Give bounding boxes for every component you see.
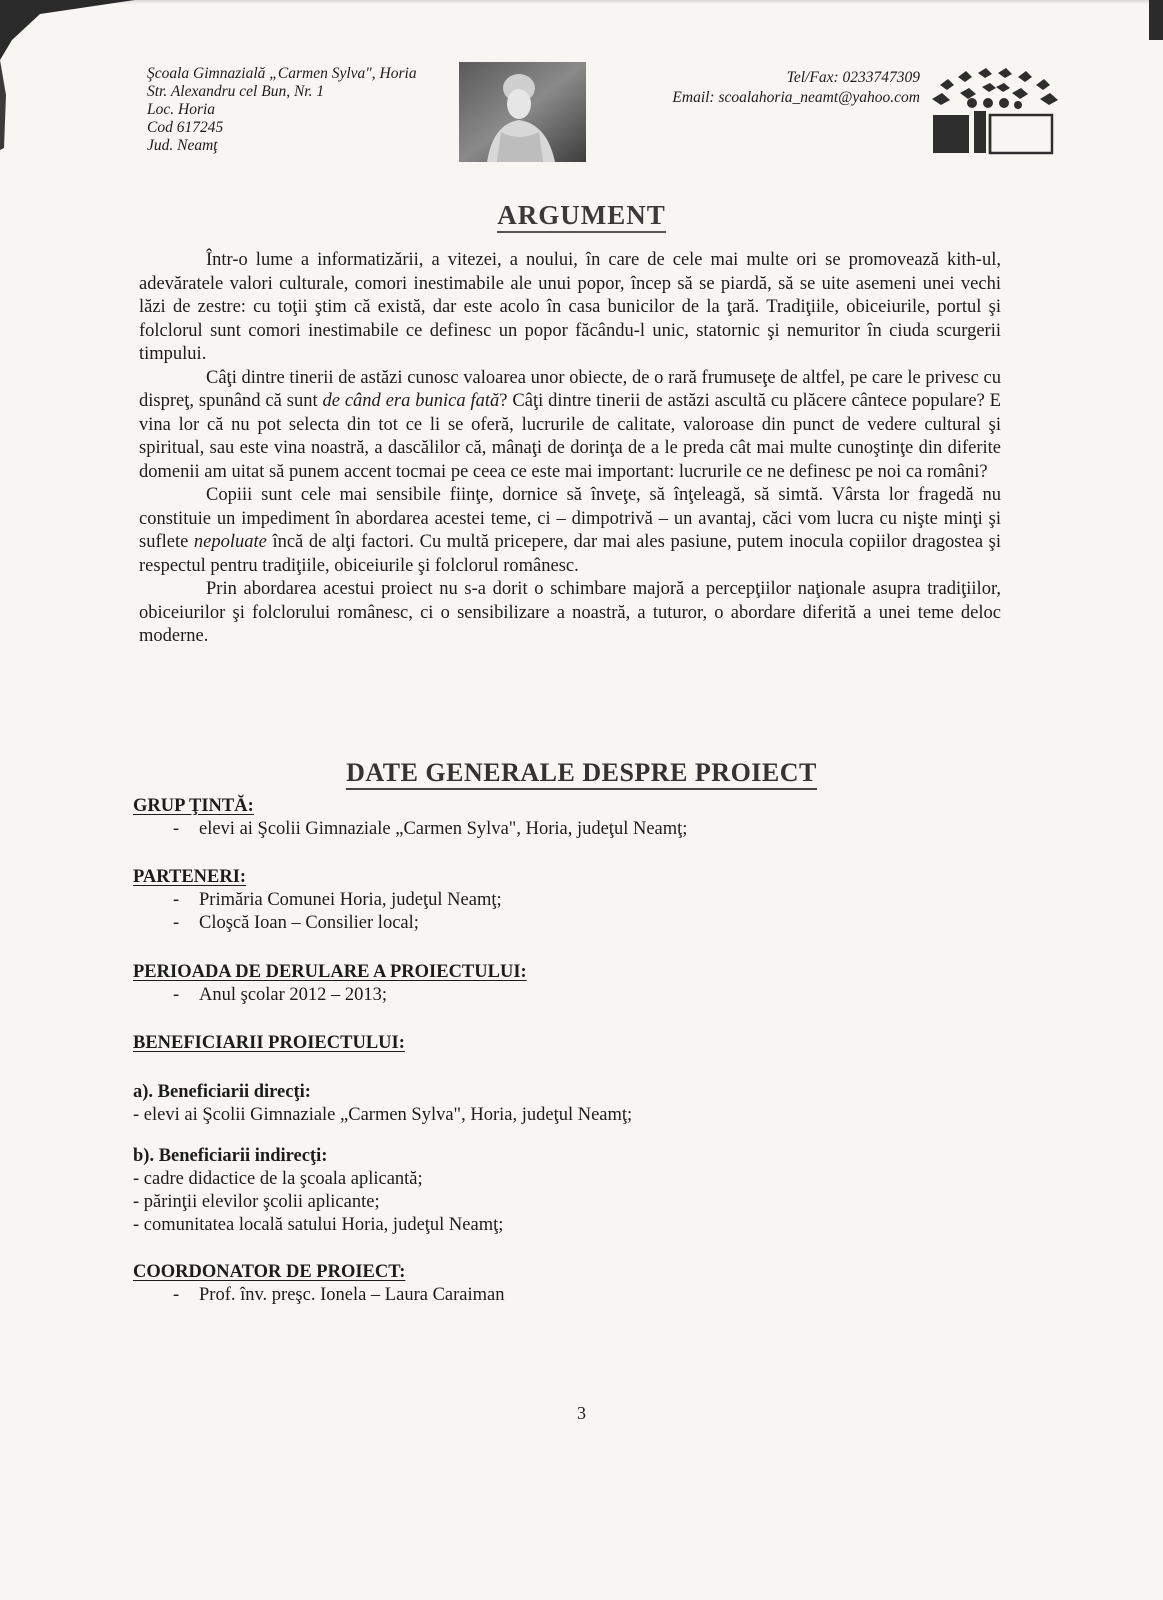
argument-body [139, 249, 1001, 649]
scan-edge [0, 0, 1163, 4]
coordinator-section [133, 1261, 504, 1307]
list-item: - Anul şcolar 2012 – 2013; [173, 985, 388, 1005]
beneficiaries-section [133, 1032, 405, 1055]
indirect-beneficiaries [133, 1145, 503, 1237]
portrait-photo [459, 62, 586, 162]
list-item: - elevi ai Şcolii Gimnaziale „Carmen Sylva", Horia, judeţul Neamţ; [133, 1105, 633, 1125]
email: Email: scoalahoria_neamt@yahoo.com [672, 89, 920, 106]
list-item: - cadre didactice de la şcoala aplicantă; [133, 1169, 423, 1189]
school-postal-code: Cod 617245 [147, 119, 224, 136]
school-street: Str. Alexandru cel Bun, Nr. 1 [147, 83, 325, 100]
list-item: - părinţii elevilor şcolii aplicante; [133, 1192, 380, 1212]
argument-paragraph-2: Câţi dintre tinerii de astăzi cunosc valoarea unor obiecte, de o rară frumuseţe de altfel, pe care le privesc cu dispreţ, spunând că sunt de când era bunica fată? Câţi dintre tinerii de astăzi ascultă cu plăcere cântece populare? E vina lor că nu pot selecta din tot ce li se oferă, lucrurile de calitate, valoroase din punct de vedere cultural şi spiritual, sau este vina noastră, a dascălilor că, mânaţi de dorinţa de a le preda cât mai multe cunoştinţe din diferite domenii am uitat să punem accent tocmai pe ceea ce este mai important: lucrurile ce ne definesc pe noi ca români? [139, 367, 1001, 482]
target-group-title: GRUP ŢINTĂ: [133, 796, 254, 816]
argument-heading: ARGUMENT [0, 200, 1163, 231]
period-section [133, 961, 527, 1007]
tel-fax: Tel/Fax: 0233747309 [786, 69, 920, 86]
school-logo-icon [930, 67, 1060, 167]
list-item: - Primăria Comunei Horia, judeţul Neamţ; [173, 890, 502, 910]
argument-paragraph-1: Într-o lume a informatizării, a vitezei, a noului, în care de cele mai multe ori se promovează kith-ul, adevăratele valori culturale, comori inestimabile ale unui popor, încep să se piardă, să se uite asemeni unei vechi lăzi de zestre: cu toţii ştim că există, dar este acolo în casa bunicilor de la ţară. Tradiţiile, obiceiurile, portul şi folclorul sunt comori inestimabile ce definesc un popor făcându-l unic, statornic şi nemuritor în ciuda scurgerii timpului. [139, 250, 1001, 364]
period-title: PERIOADA DE DERULARE A PROIECTULUI: [133, 962, 527, 982]
list-item: - Prof. înv. preşc. Ionela – Laura Caraiman [173, 1285, 505, 1305]
direct-beneficiaries [133, 1081, 632, 1127]
coordinator-title: COORDONATOR DE PROIECT: [133, 1262, 406, 1282]
partners-title: PARTENERI: [133, 867, 247, 887]
school-name: Şcoala Gimnazială „Carmen Sylva", Horia [147, 65, 417, 82]
scan-edge-right [1141, 0, 1163, 40]
scan-corner-shadow [0, 0, 140, 150]
school-locality: Loc. Horia [147, 101, 216, 118]
contact-info [600, 68, 920, 108]
direct-beneficiaries-title: a). Beneficiarii direcţi: [133, 1082, 311, 1102]
school-county: Jud. Neamţ [147, 137, 218, 154]
list-item: - elevi ai Şcolii Gimnaziale „Carmen Sylva", Horia, judeţul Neamţ; [173, 819, 688, 839]
list-item: - comunitatea locală satului Horia, judeţul Neamţ; [133, 1215, 504, 1235]
beneficiaries-title: BENEFICIARII PROIECTULUI: [133, 1033, 405, 1053]
page-number: 3 [577, 1403, 586, 1423]
list-item: - Cloşcă Ioan – Consilier local; [173, 913, 419, 933]
argument-paragraph-3: Copiii sunt cele mai sensibile fiinţe, dornice să înveţe, să înţeleagă, să simtă. Vârsta lor fragedă nu constituie un impediment în abordarea acestei teme, ci – dimpotrivă – un avantaj, căci vom lucra cu nişte minţi şi suflete nepoluate încă de alţi factori. Cu multă pricepere, dar mai ales pasiune, putem inocula copiilor dragostea şi respectul pentru tradiţiile, obiceiurile şi folclorul românesc. [139, 485, 1001, 576]
partners-section [133, 866, 502, 935]
target-group-section [133, 795, 687, 841]
school-address [147, 65, 417, 155]
indirect-beneficiaries-title: b). Beneficiarii indirecţi: [133, 1146, 328, 1166]
general-data-heading: DATE GENERALE DESPRE PROIECT [0, 758, 1163, 788]
argument-paragraph-4: Prin abordarea acestui proiect nu s-a dorit o schimbare majoră a percepţiilor naţionale asupra tradiţiilor, obiceiurilor şi folclorului românesc, ci o sensibilizare a noastră, a tuturor, o abordare diferită a unei teme deloc moderne. [139, 579, 1001, 646]
